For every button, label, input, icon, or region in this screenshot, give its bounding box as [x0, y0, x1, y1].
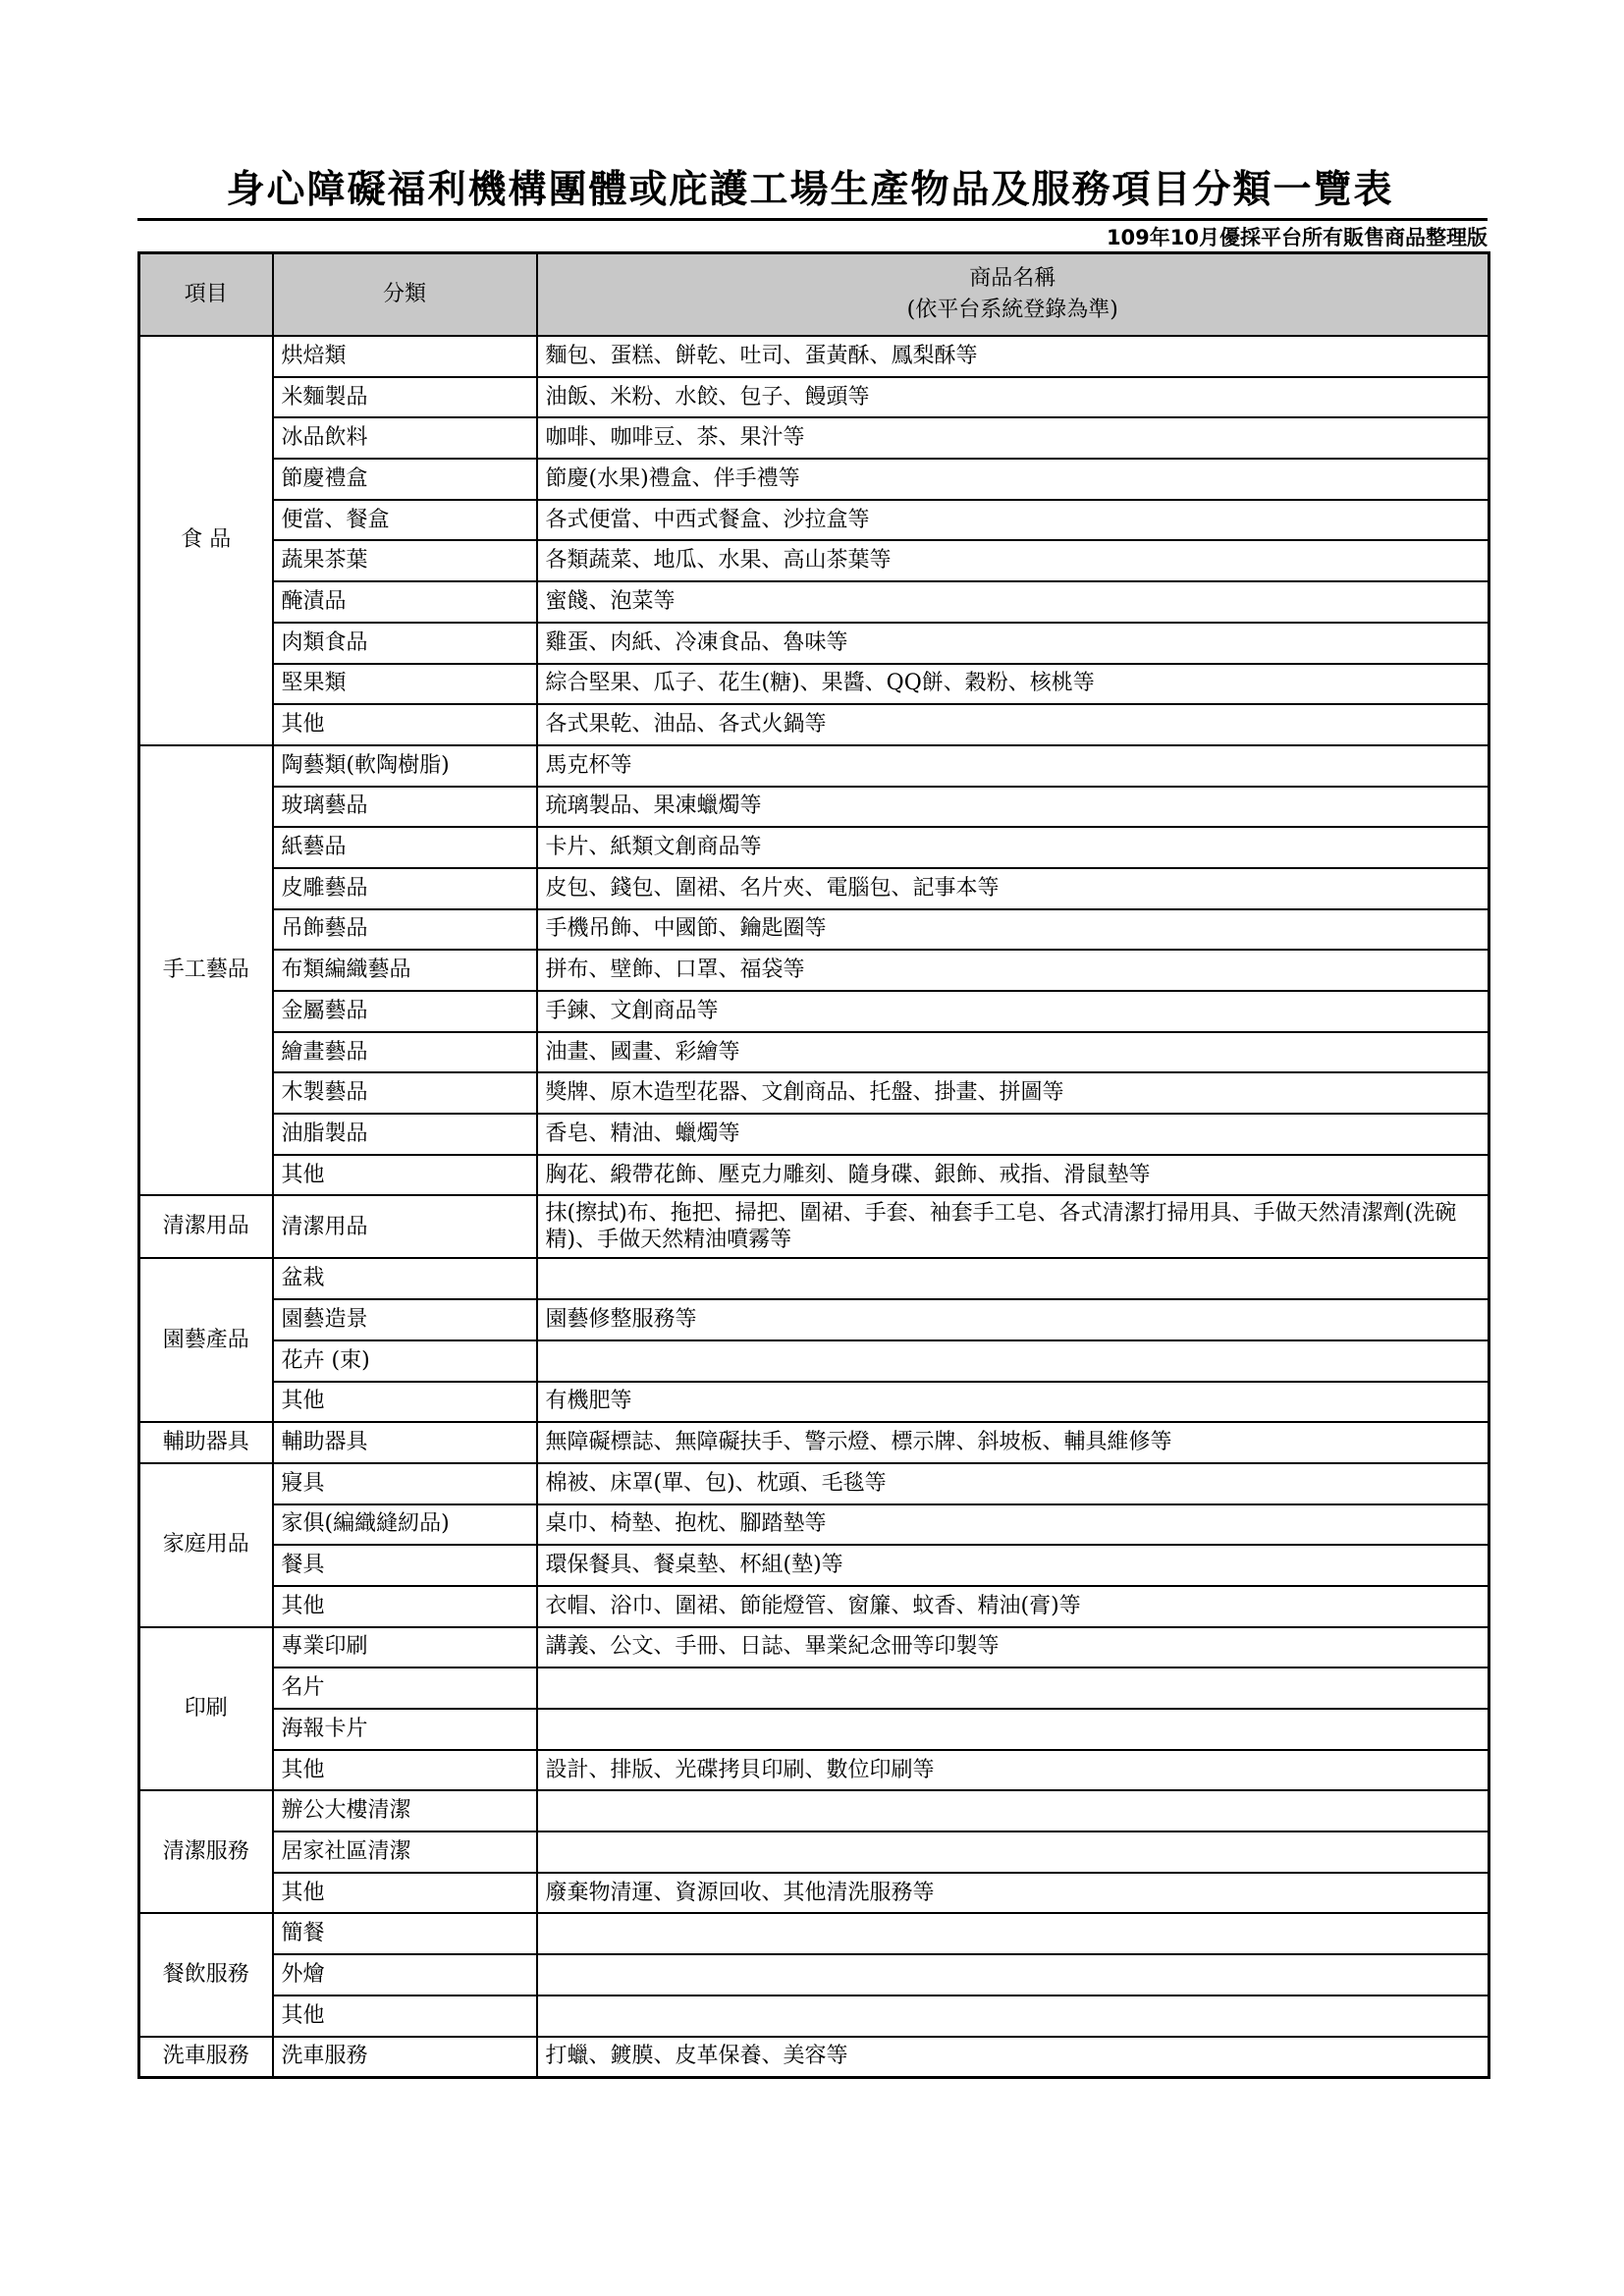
product-cell: 綜合堅果、瓜子、花生(糖)、果醬、QQ餅、穀粉、核桃等 [537, 664, 1489, 705]
table-row [139, 1258, 1489, 1299]
product-cell: 獎牌、原木造型花器、文創商品、托盤、掛畫、拼圖等 [537, 1072, 1489, 1114]
product-cell: 各式果乾、油品、各式火鍋等 [537, 704, 1489, 745]
product-cell: 各類蔬菜、地瓜、水果、高山茶葉等 [537, 540, 1489, 581]
title-rule [137, 218, 1488, 221]
category-cell: 外燴 [273, 1954, 537, 1995]
table-row [139, 787, 1489, 828]
page-title: 身心障礙福利機構團體或庇護工場生產物品及服務項目分類一覽表 [226, 168, 1394, 212]
table-row [139, 336, 1489, 377]
product-cell: 卡片、紙類文創商品等 [537, 827, 1489, 868]
item-cell: 洗車服務 [139, 2037, 273, 2078]
category-cell: 冰品飲料 [273, 417, 537, 459]
product-cell: 衣帽、浴巾、圍裙、節能燈管、窗簾、蚊香、精油(膏)等 [537, 1586, 1489, 1627]
product-cell: 手鍊、文創商品等 [537, 991, 1489, 1032]
table-row [139, 581, 1489, 623]
header-product-line2: (依平台系統登錄為準) [906, 298, 1118, 322]
table-row [139, 745, 1489, 787]
product-cell [537, 1995, 1489, 2037]
table-row [139, 459, 1489, 500]
product-cell: 設計、排版、光碟拷貝印刷、數位印刷等 [537, 1750, 1489, 1791]
category-cell: 紙藝品 [273, 827, 537, 868]
category-cell: 居家社區清潔 [273, 1831, 537, 1873]
product-cell: 環保餐具、餐桌墊、杯組(墊)等 [537, 1545, 1489, 1586]
table-row [139, 417, 1489, 459]
category-cell: 堅果類 [273, 664, 537, 705]
table-row [139, 623, 1489, 664]
product-cell [537, 1258, 1489, 1299]
product-cell: 皮包、錢包、圍裙、名片夾、電腦包、記事本等 [537, 868, 1489, 909]
table-row [139, 1382, 1489, 1423]
category-cell: 其他 [273, 1382, 537, 1423]
product-cell: 拼布、壁飾、口罩、福袋等 [537, 950, 1489, 991]
header-category: 分類 [273, 253, 537, 337]
table-row [139, 1504, 1489, 1546]
table-header-row [139, 253, 1489, 337]
product-cell: 無障礙標誌、無障礙扶手、警示燈、標示牌、斜坡板、輔具維修等 [537, 1422, 1489, 1463]
category-cell: 布類編織藝品 [273, 950, 537, 991]
product-cell [537, 1831, 1489, 1873]
table-row [139, 1709, 1489, 1750]
table-row [139, 991, 1489, 1032]
category-cell: 米麵製品 [273, 377, 537, 418]
category-cell: 名片 [273, 1667, 537, 1709]
table-row [139, 540, 1489, 581]
category-cell: 家俱(編織縫紉品) [273, 1504, 537, 1546]
category-cell: 花卉 (束) [273, 1340, 537, 1382]
category-cell: 醃漬品 [273, 581, 537, 623]
table-row [139, 1913, 1489, 1954]
table-row [139, 500, 1489, 541]
category-cell: 蔬果茶葉 [273, 540, 537, 581]
product-cell [537, 1667, 1489, 1709]
table-row [139, 1995, 1489, 2037]
category-cell: 餐具 [273, 1545, 537, 1586]
item-cell: 手工藝品 [139, 745, 273, 1196]
product-cell: 園藝修整服務等 [537, 1299, 1489, 1340]
product-cell: 胸花、緞帶花飾、壓克力雕刻、隨身碟、銀飾、戒指、滑鼠墊等 [537, 1155, 1489, 1196]
table-row [139, 1790, 1489, 1831]
product-cell: 廢棄物清運、資源回收、其他清洗服務等 [537, 1873, 1489, 1914]
table-row [139, 1195, 1489, 1258]
category-cell: 便當、餐盒 [273, 500, 537, 541]
category-cell: 其他 [273, 704, 537, 745]
item-cell: 輔助器具 [139, 1422, 273, 1463]
header-product-line1: 商品名稱 [969, 266, 1056, 291]
table-row [139, 950, 1489, 991]
product-cell: 琉璃製品、果凍蠟燭等 [537, 787, 1489, 828]
header-item: 項目 [139, 253, 273, 337]
item-cell: 園藝產品 [139, 1258, 273, 1422]
category-cell: 盆栽 [273, 1258, 537, 1299]
category-cell: 繪畫藝品 [273, 1032, 537, 1073]
table-row [139, 1750, 1489, 1791]
category-cell: 金屬藝品 [273, 991, 537, 1032]
product-cell: 咖啡、咖啡豆、茶、果汁等 [537, 417, 1489, 459]
item-cell: 清潔用品 [139, 1195, 273, 1258]
category-cell: 園藝造景 [273, 1299, 537, 1340]
item-cell: 印刷 [139, 1627, 273, 1791]
table-row [139, 1422, 1489, 1463]
table-row [139, 1463, 1489, 1504]
category-cell: 吊飾藝品 [273, 909, 537, 951]
table-row [139, 1586, 1489, 1627]
category-cell: 其他 [273, 1586, 537, 1627]
category-cell: 木製藝品 [273, 1072, 537, 1114]
table-row [139, 377, 1489, 418]
product-cell [537, 1340, 1489, 1382]
table-body [139, 336, 1489, 2078]
product-cell: 講義、公文、手冊、日誌、畢業紀念冊等印製等 [537, 1627, 1489, 1668]
category-cell: 其他 [273, 1155, 537, 1196]
table-row [139, 1545, 1489, 1586]
product-cell: 油畫、國畫、彩繪等 [537, 1032, 1489, 1073]
item-cell: 食 品 [139, 336, 273, 745]
table-row [139, 1032, 1489, 1073]
category-cell: 海報卡片 [273, 1709, 537, 1750]
page-subtitle: 109年10月優採平台所有販售商品整理版 [1106, 226, 1488, 249]
category-cell: 肉類食品 [273, 623, 537, 664]
table-row [139, 827, 1489, 868]
table-row [139, 664, 1489, 705]
product-cell [537, 1790, 1489, 1831]
product-cell: 麵包、蛋糕、餅乾、吐司、蛋黃酥、鳳梨酥等 [537, 336, 1489, 377]
product-cell: 雞蛋、肉紙、冷凍食品、魯味等 [537, 623, 1489, 664]
category-cell: 簡餐 [273, 1913, 537, 1954]
table-row [139, 1627, 1489, 1668]
category-cell: 辦公大樓清潔 [273, 1790, 537, 1831]
item-cell: 家庭用品 [139, 1463, 273, 1627]
category-cell: 油脂製品 [273, 1114, 537, 1155]
product-cell [537, 1954, 1489, 1995]
product-cell: 桌巾、椅墊、抱枕、腳踏墊等 [537, 1504, 1489, 1546]
category-cell: 皮雕藝品 [273, 868, 537, 909]
item-cell: 餐飲服務 [139, 1913, 273, 2036]
table-row [139, 1340, 1489, 1382]
category-cell: 其他 [273, 1873, 537, 1914]
product-cell: 各式便當、中西式餐盒、沙拉盒等 [537, 500, 1489, 541]
classification-table [137, 251, 1490, 2079]
product-cell: 馬克杯等 [537, 745, 1489, 787]
table-row [139, 704, 1489, 745]
table-row [139, 1667, 1489, 1709]
category-cell: 玻璃藝品 [273, 787, 537, 828]
category-cell: 清潔用品 [273, 1195, 537, 1258]
header-product [537, 253, 1489, 337]
table-row [139, 868, 1489, 909]
category-cell: 烘焙類 [273, 336, 537, 377]
product-cell: 手機吊飾、中國節、鑰匙圈等 [537, 909, 1489, 951]
category-cell: 寢具 [273, 1463, 537, 1504]
table-row [139, 1299, 1489, 1340]
product-cell [537, 1913, 1489, 1954]
product-cell: 香皂、精油、蠟燭等 [537, 1114, 1489, 1155]
category-cell: 其他 [273, 1750, 537, 1791]
product-cell: 油飯、米粉、水餃、包子、饅頭等 [537, 377, 1489, 418]
product-cell: 棉被、床罩(單、包)、枕頭、毛毯等 [537, 1463, 1489, 1504]
category-cell: 輔助器具 [273, 1422, 537, 1463]
product-cell: 節慶(水果)禮盒、伴手禮等 [537, 459, 1489, 500]
table-row [139, 1831, 1489, 1873]
product-cell: 有機肥等 [537, 1382, 1489, 1423]
table-row [139, 1155, 1489, 1196]
category-cell: 其他 [273, 1995, 537, 2037]
category-cell: 陶藝類(軟陶樹脂) [273, 745, 537, 787]
table-row [139, 1954, 1489, 1995]
table-row [139, 2037, 1489, 2078]
table-row [139, 1873, 1489, 1914]
item-cell: 清潔服務 [139, 1790, 273, 1913]
table-row [139, 1072, 1489, 1114]
product-cell: 抹(擦拭)布、拖把、掃把、圍裙、手套、袖套手工皂、各式清潔打掃用具、手做天然清潔劑(洗碗精)、手做天然精油噴霧等 [537, 1195, 1489, 1258]
table-row [139, 909, 1489, 951]
category-cell: 洗車服務 [273, 2037, 537, 2078]
table-row [139, 1114, 1489, 1155]
product-cell: 打蠟、鍍膜、皮革保養、美容等 [537, 2037, 1489, 2078]
product-cell: 蜜餞、泡菜等 [537, 581, 1489, 623]
category-cell: 節慶禮盒 [273, 459, 537, 500]
product-cell [537, 1709, 1489, 1750]
category-cell: 專業印刷 [273, 1627, 537, 1668]
